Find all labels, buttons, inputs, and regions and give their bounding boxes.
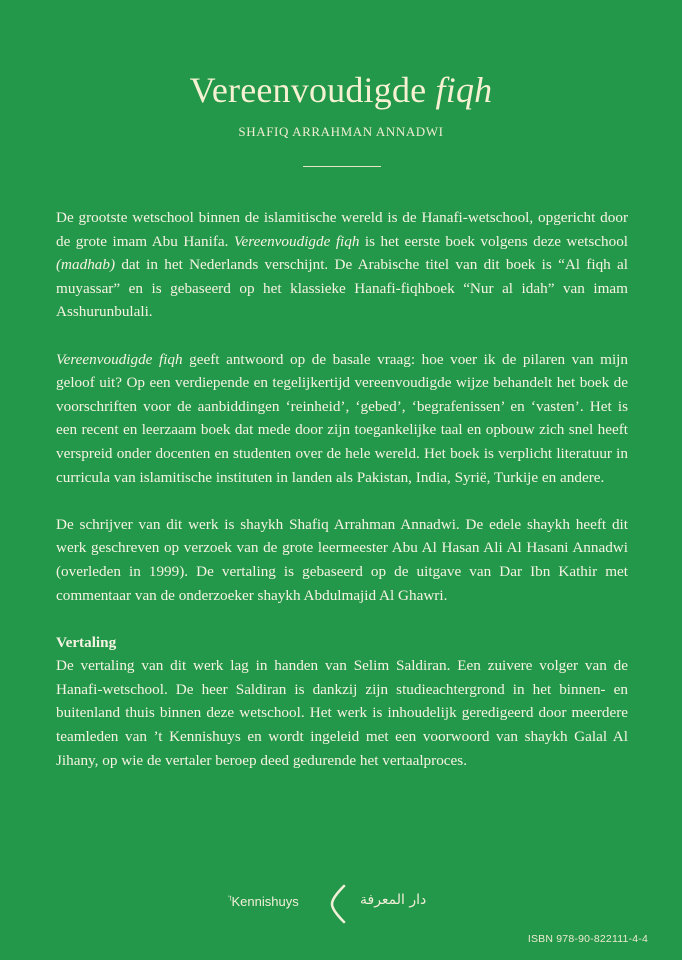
paragraph-intro: [56, 206, 628, 324]
publisher-logo-kennishuys: [228, 894, 299, 909]
p1-text-italic-title: Vereenvoudigde fiqh: [233, 232, 360, 250]
paragraph-translation: De vertaling van dit werk lag in handen van Selim Saldiran. Een zuivere volger van de Hanafi-wetschool. De heer Saldiran is dankzij zijn studieachtergrond in het binnen- en buitenland thuis binnen deze wetschool. Het werk is inhoudelijk geredigeerd door meerdere teamleden van ’t Kennishuys en wordt ingeleid met een voorwoord van shaykh Galal Al Jihany, op wie de vertaler beroep deed gedurende het vertaalproces.: [56, 657, 628, 769]
isbn-number: ISBN 978-90-822111-4-4: [527, 933, 648, 945]
p1-text-a: De grootste wetschool binnen de islamitische wereld is de Hanafi-wetschool, opgericht door de grote imam Abu Hanifa.: [56, 209, 628, 250]
paragraph-author: De schrijver van dit werk is shaykh Shafiq Arrahman Annadwi. De edele shaykh heeft dit werk geschreven op verzoek van de grote leermeester Abu Al Hasan Ali Al Hasani Annadwi (overleden in 1999). De vertaling is gebaseerd op de uitgave van Dar Ibn Kathir met commentaar van de onderzoeker shaykh Abdulmajid Al Ghawri.: [56, 515, 628, 604]
publisher-logo-prefix: ’t: [228, 895, 232, 903]
p2-text-b: geeft antwoord op de basale vraag: hoe voer ik de pilaren van mijn geloof uit? Op een verdiepende en tegelijkertijd vereenvoudigde wijze behandelt het boek de voorschriften voor de aanbiddingen ‘reinheid’, ‘gebed’, ‘begrafenissen’ en ‘vasten’. Het is een recent en leerzaam boek dat mede door zijn toegankelijke taal en opbouw zich snel heeft verspreid onder docenten en studenten over de hele wereld. Het boek is verplicht literatuur in curricula van islamitische instituten in landen als Pakistan, India, Syrië, Turkije en andere.: [56, 350, 628, 486]
book-title: [0, 68, 682, 112]
blurb-text: [56, 206, 628, 772]
publisher-mark-icon: [328, 884, 350, 924]
book-title-main: Vereenvoudigde: [189, 70, 427, 110]
paragraph-content: [56, 348, 628, 490]
p1-text-e: dat in het Nederlands verschijnt. De Arabische titel van dit boek is “Al fiqh al muyassar” en is gebaseerd op het klassieke Hanafi-fiqhboek “Nur al idah” van imam Asshurunbulali.: [56, 256, 628, 321]
book-title-italic: fiqh: [435, 70, 493, 110]
p2-text-italic-title: Vereenvoudigde fiqh: [56, 350, 183, 368]
publisher-logo-arabic: دار المعرفة: [360, 892, 427, 908]
section-heading-translation: Vertaling: [56, 633, 117, 651]
p1-text-c: is het eerste boek volgens deze wetschool: [359, 232, 629, 250]
title-divider: [303, 166, 381, 167]
publisher-footer: [0, 884, 682, 924]
author-name: SHAFIQ ARRAHMAN ANNADWI: [238, 124, 444, 139]
publisher-logo-name: Kennishuys: [231, 894, 299, 909]
p1-text-italic-madhab: (madhab): [56, 256, 116, 274]
